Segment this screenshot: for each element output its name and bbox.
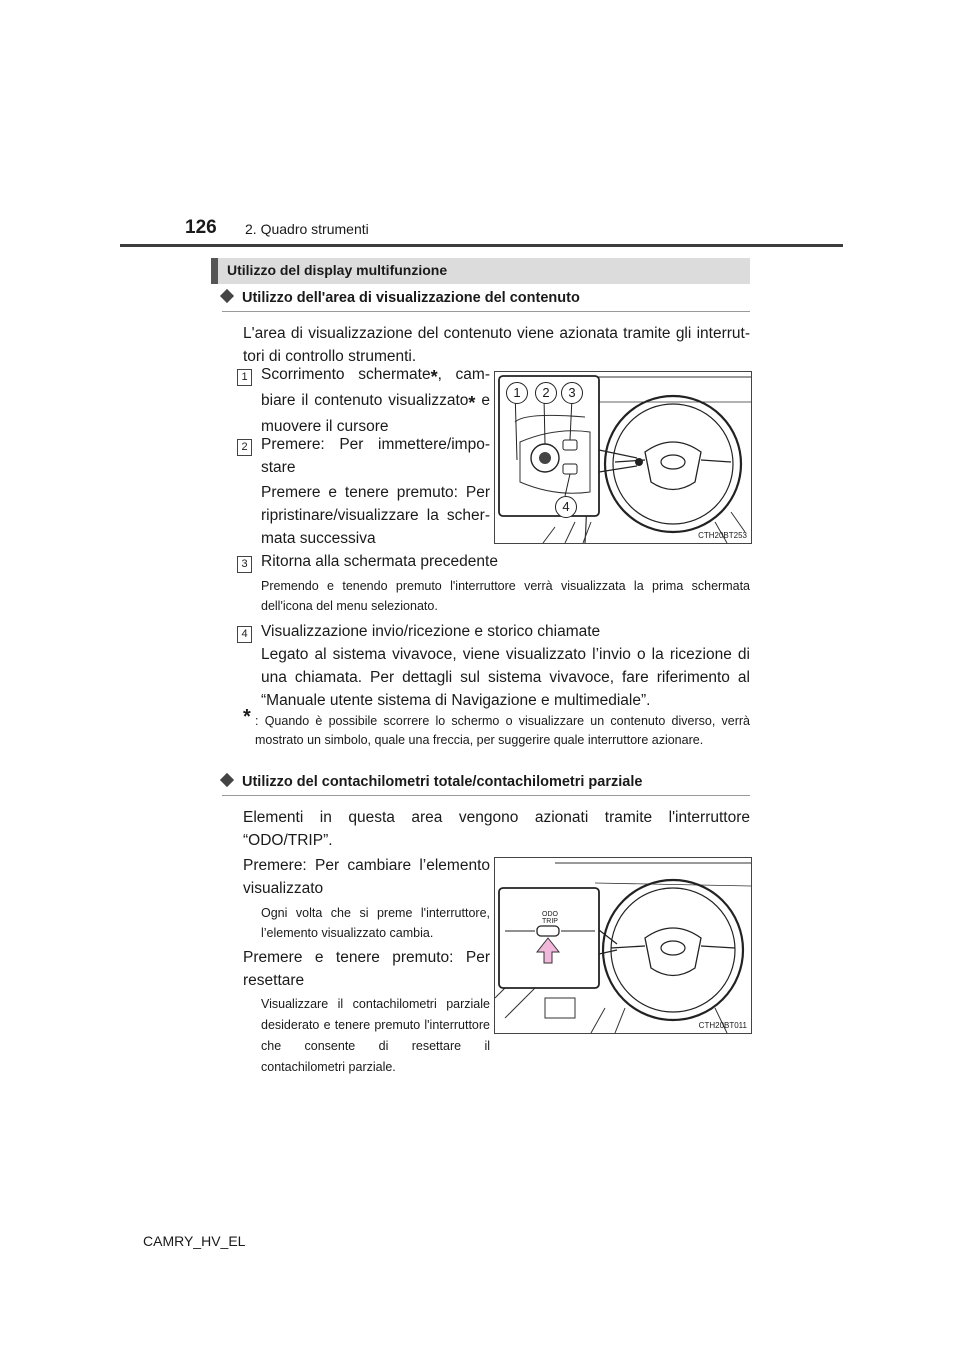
diamond-bullet-icon — [220, 289, 234, 303]
item-number: 1 — [237, 369, 252, 386]
hold-instruction: Premere e tenere premuto: Per resettare — [243, 949, 490, 989]
content-area-intro: L'area di visualizzazione del contenuto viene azionata tramite gli interruttori di controllo strumenti. — [243, 325, 750, 365]
callout-1: 1 — [506, 382, 528, 404]
footnote-text: : Quando è possibile scorrere lo schermo o visualizzare un contenuto diverso, verrà mostrato un simbolo, quale una freccia, per suggerire quale interruttore azionare. — [255, 714, 750, 747]
subsection-rule — [222, 795, 750, 796]
item-3-note: Premendo e tenendo premuto l'interruttore verrà visualizzata la prima schermata dell'icona del menu selezionato. — [261, 579, 750, 613]
callout-2: 2 — [535, 382, 557, 404]
figure-code: CTH20BT253 — [698, 531, 747, 540]
steering-wheel-illustration — [495, 372, 751, 543]
figure-steering-switches — [494, 371, 752, 544]
chapter-title: 2. Quadro strumenti — [245, 221, 369, 237]
subsection-title-odometer: Utilizzo del contachilometri totale/contachilometri parziale — [222, 774, 642, 790]
callout-3: 3 — [561, 382, 583, 404]
item-4-text: Visualizzazione invio/ricezione e storico chiamate — [261, 623, 601, 640]
diamond-bullet-icon — [220, 773, 234, 787]
section-header-accent — [211, 258, 218, 284]
subsection-rule — [222, 311, 750, 312]
footer-model-code: CAMRY_HV_EL — [143, 1233, 246, 1249]
odo-trip-switch-label: ODO TRIP — [542, 911, 558, 925]
item-2-text: Premere: Per immettere/impostare — [261, 436, 490, 476]
hold-note: Visualizzare il contachilometri parziale desiderato e tenere premuto l'interruttore che consente di resettare il contachilometri parziale. — [261, 997, 490, 1074]
subsection-title-content-area: Utilizzo dell'area di visualizzazione del contenuto — [222, 290, 580, 306]
footnote-asterisk: * — [243, 706, 251, 728]
item-number: 2 — [237, 439, 252, 456]
figure-code: CTH20BT011 — [698, 1021, 747, 1030]
odometer-intro: Elementi in questa area vengono azionati tramite l'interruttore “ODO/TRIP”. — [243, 809, 750, 849]
press-instruction: Premere: Per cambiare l’elemento visualizzato — [243, 857, 490, 897]
item-1-text: Scorrimento schermate*, cambiare il contenuto visualizzato* e muovere il cursore — [261, 366, 490, 435]
item-3-text: Ritorna alla schermata precedente — [261, 553, 498, 570]
section-header — [211, 258, 750, 284]
odo-trip-illustration — [495, 858, 751, 1033]
callout-4: 4 — [555, 496, 577, 518]
section-title: Utilizzo del display multifunzione — [227, 262, 448, 278]
page-number: 126 — [185, 217, 217, 238]
header-rule — [120, 244, 843, 247]
item-2-text-hold: Premere e tenere premuto: Per ripristinare/visualizzare la schermata successiva — [261, 484, 490, 547]
item-number: 3 — [237, 556, 252, 573]
press-note: Ogni volta che si preme l'interruttore, l’elemento visualizzato cambia. — [261, 906, 490, 940]
figure-odo-trip-switch — [494, 857, 752, 1034]
item-number: 4 — [237, 626, 252, 643]
item-4-detail: Legato al sistema vivavoce, viene visualizzato l’invio o la ricezione di una chiamata. Per dettagli sul sistema vivavoce, fare riferimento al “Manuale utente sistema di Navigazione e multimediale”. — [261, 646, 750, 709]
